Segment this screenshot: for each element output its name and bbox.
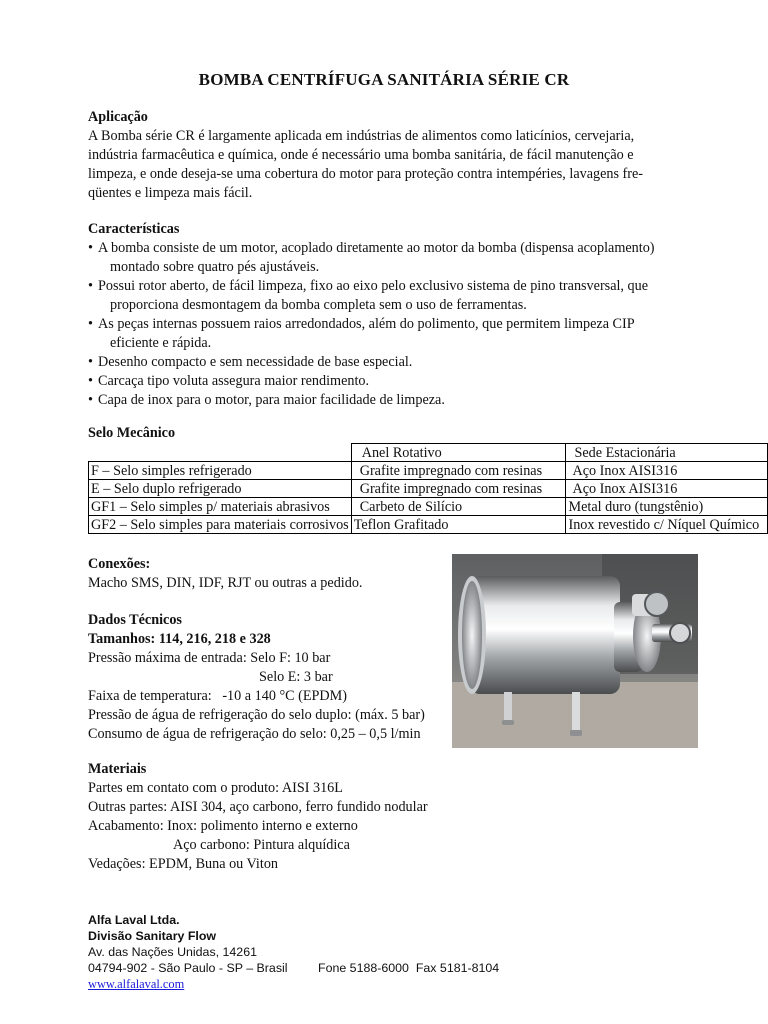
conexoes-heading: Conexões: — [88, 556, 151, 572]
table-row — [89, 480, 768, 498]
footer-company: Alfa Laval Ltda. — [88, 913, 180, 927]
conexoes-text: Macho SMS, DIN, IDF, RJT ou outras a pedido. — [88, 575, 363, 591]
list-item — [88, 239, 708, 277]
table-cell: E – Selo duplo refrigerado — [89, 480, 352, 498]
aplicacao-line: A Bomba série CR é largamente aplicada em indústrias de alimentos como laticínios, cervejaria, — [88, 128, 635, 144]
aplicacao-heading: Aplicação — [88, 109, 148, 125]
aplicacao-section — [88, 108, 688, 203]
bullet-icon: • — [88, 373, 93, 389]
footer-division: Divisão Sanitary Flow — [88, 929, 217, 943]
bullet-icon: • — [88, 392, 93, 408]
table-row — [89, 516, 768, 534]
list-item-text: As peças internas possuem raios arredondados, além do polimento, que permitem limpeza CIP — [98, 316, 635, 332]
list-item — [88, 353, 708, 372]
table-cell: GF1 – Selo simples p/ materiais abrasivos — [89, 498, 352, 516]
table-cell: Aço Inox AISI316 — [566, 462, 768, 480]
faixa-text: Faixa de temperatura: -10 a 140 °C (EPDM) — [88, 688, 348, 704]
list-item-continuation: eficiente e rápida. — [110, 335, 212, 351]
bullet-icon: • — [88, 240, 93, 256]
selo-table — [88, 443, 768, 534]
conexoes-section — [88, 555, 448, 593]
caracteristicas-section — [88, 220, 708, 410]
pump-photo — [452, 554, 698, 748]
footer-address: Av. das Nações Unidas, 14261 — [88, 945, 257, 959]
table-cell: Metal duro (tungstênio) — [566, 498, 768, 516]
table-row — [89, 462, 768, 480]
pump-illustration — [452, 554, 698, 748]
bullet-icon: • — [88, 278, 93, 294]
bullet-icon: • — [88, 354, 93, 370]
pressao-e-text: Selo E: 3 bar — [259, 669, 333, 685]
consumo-text: Consumo de água de refrigeração do selo: 0,25 – 0,5 l/min — [88, 726, 421, 742]
list-item-text: Capa de inox para o motor, para maior facilidade de limpeza. — [98, 392, 445, 408]
table-cell: Grafite impregnado com resinas — [351, 480, 566, 498]
table-header-cell: Anel Rotativo — [351, 444, 566, 462]
footer-phone: Fone 5188-6000 Fax 5181-8104 — [318, 961, 500, 975]
list-item-text: Desenho compacto e sem necessidade de base especial. — [98, 354, 413, 370]
caracteristicas-heading: Características — [88, 221, 180, 237]
list-item-continuation: montado sobre quatro pés ajustáveis. — [110, 259, 320, 275]
table-cell: F – Selo simples refrigerado — [89, 462, 352, 480]
document-title: BOMBA CENTRÍFUGA SANITÁRIA SÉRIE CR — [198, 70, 570, 89]
list-item — [88, 277, 708, 315]
materiais-outras: Outras partes: AISI 304, aço carbono, ferro fundido nodular — [88, 799, 428, 815]
table-header-cell: Sede Estacionária — [566, 444, 768, 462]
table-header-cell — [89, 444, 352, 462]
footer-city: 04794-902 - São Paulo - SP – Brasil — [88, 961, 288, 975]
table-cell: Grafite impregnado com resinas — [351, 462, 566, 480]
pressao-text: Pressão máxima de entrada: Selo F: 10 bar — [88, 650, 331, 666]
table-cell: Carbeto de Silício — [351, 498, 566, 516]
list-item-text: Possui rotor aberto, de fácil limpeza, fixo ao eixo pelo exclusivo sistema de pino transversal, que — [98, 278, 649, 294]
materiais-section — [88, 760, 508, 874]
list-item-continuation: proporciona desmontagem da bomba completa sem o uso de ferramentas. — [110, 297, 527, 313]
aplicacao-line: qüentes e limpeza mais fácil. — [88, 185, 253, 201]
materiais-vedacoes: Vedações: EPDM, Buna ou Viton — [88, 856, 279, 872]
selo-heading: Selo Mecânico — [88, 425, 176, 441]
caracteristicas-list — [88, 239, 708, 410]
bullet-icon: • — [88, 316, 93, 332]
materiais-heading: Materiais — [88, 761, 147, 777]
dados-heading: Dados Técnicos — [88, 612, 182, 628]
pressao-agua-text: Pressão de água de refrigeração do selo duplo: (máx. 5 bar) — [88, 707, 425, 723]
footer — [88, 912, 500, 992]
table-cell: Teflon Grafitado — [351, 516, 566, 534]
table-cell: Inox revestido c/ Níquel Químico — [566, 516, 768, 534]
tamanhos-text: Tamanhos: 114, 216, 218 e 328 — [88, 631, 271, 647]
materiais-aco: Aço carbono: Pintura alquídica — [173, 837, 350, 853]
list-item — [88, 391, 708, 410]
table-cell: GF2 – Selo simples para materiais corrosivos — [89, 516, 352, 534]
list-item-text: Carcaça tipo voluta assegura maior rendimento. — [98, 373, 370, 389]
materiais-acabamento: Acabamento: Inox: polimento interno e externo — [88, 818, 358, 834]
table-row — [89, 498, 768, 516]
list-item — [88, 372, 708, 391]
list-item — [88, 315, 708, 353]
website-link[interactable]: www.alfalaval.com — [88, 977, 185, 991]
table-cell: Aço Inox AISI316 — [566, 480, 768, 498]
table-header-row — [89, 444, 768, 462]
aplicacao-line: limpeza, e onde deseja-se uma cobertura do motor para proteção contra intempéries, lavagens fre- — [88, 166, 644, 182]
footer-city-row — [88, 960, 500, 976]
materiais-contato: Partes em contato com o produto: AISI 316L — [88, 780, 343, 796]
list-item-text: A bomba consiste de um motor, acoplado diretamente ao motor da bomba (dispensa acoplamento) — [98, 240, 655, 256]
dados-section — [88, 611, 448, 744]
aplicacao-line: indústria farmacêutica e química, onde é necessário uma bomba sanitária, de fácil manutenção e — [88, 147, 634, 163]
